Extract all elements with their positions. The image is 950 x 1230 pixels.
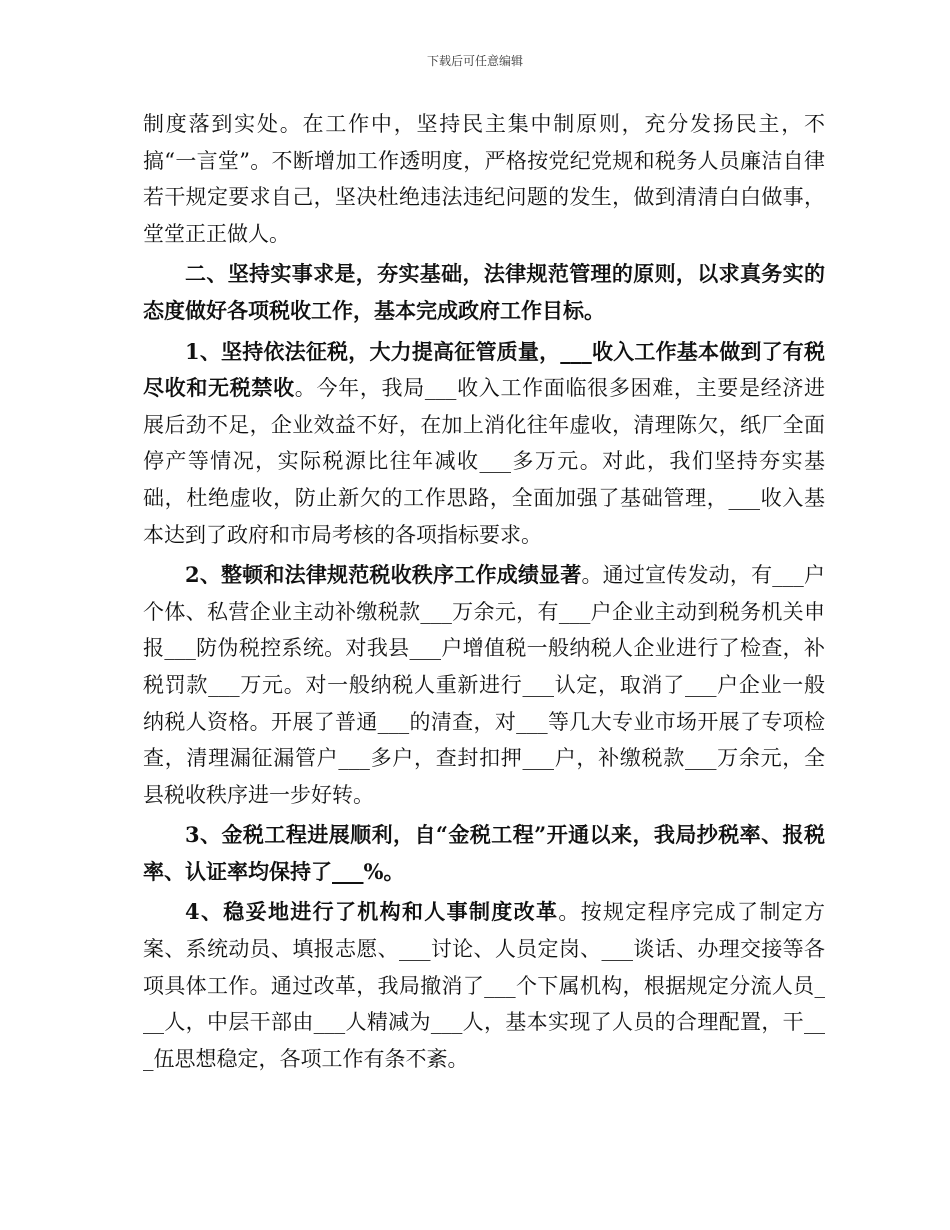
paragraph-section-heading <box>143 256 825 329</box>
item-2-lead: 2、整顿和法律规范税收秩序工作成绩显著 <box>185 562 582 588</box>
paragraph-item-1 <box>143 334 825 554</box>
section-heading-text: 二、坚持实事求是，夯实基础，法律规范管理的原则，以求真务实的态度做好各项税收工作，基本完成政府工作目标。 <box>143 261 825 323</box>
item-2-body: 。通过宣传发动，有___户个体、私营企业主动补缴税款___万余元，有___户企业主动到税务机关申报___防伪税控系统。对我县___户增值税一般纳税人企业进行了检查，补税罚款___万元。对一般纳税人重新进行___认定，取消了___户企业一般纳税人资格。开展了普通___的清查，对___等几大专业市场开展了专项检查，清理漏征漏管户___多户，查封扣押___户，补缴税款___万余元，全县税收秩序进一步好转。 <box>143 563 825 807</box>
paragraph-item-3 <box>143 817 825 890</box>
page-header: 下载后可任意编辑 <box>426 54 523 68</box>
item-3-lead: 3、金税工程进展顺利，自“金税工程”开通以来，我局抄税率、报税率、认证率均保持了___%。 <box>143 822 825 884</box>
item-4-body: 。按规定程序完成了制定方案、系统动员、填报志愿、___讨论、人员定岗、___谈话、办理交接等各项具体工作。通过改革，我局撤消了___个下属机构，根据规定分流人员___人，中层干部由___人精减为___人，基本实现了人员的合理配置，干___伍思想稳定，各项工作有条不紊。 <box>143 900 825 1071</box>
paragraph-1-body: 制度落到实处。在工作中，坚持民主集中制原则，充分发扬民主，不搞“一言堂”。不断增加工作透明度，严格按党纪党规和税务人员廉洁自律若干规定要求自己，坚决杜绝违法违纪问题的发生，做到清清白白做事，堂堂正正做人。 <box>143 112 825 246</box>
item-1-lead: 1、坚持依法征税，大力提高征管质量，___收入工作基本做到了有税尽收和无税禁收 <box>143 338 825 401</box>
paragraph-item-4 <box>143 894 825 1077</box>
item-4-lead: 4、稳妥地进行了机构和人事制度改革 <box>185 899 559 925</box>
document-body <box>143 106 825 1081</box>
paragraph-item-2 <box>143 557 825 813</box>
item-1-body: 。今年，我局___收入工作面临很多困难，主要是经济进展后劲不足，企业效益不好，在加上消化往年虚收，清理陈欠，纸厂全面停产等情况，实际税源比往年减收___多万元。对此，我们坚持夯实基础，杜绝虚收，防止新欠的工作思路，全面加强了基础管理，___收入基本达到了政府和市局考核的各项指标要求。 <box>143 376 826 547</box>
paragraph-1 <box>143 106 825 252</box>
